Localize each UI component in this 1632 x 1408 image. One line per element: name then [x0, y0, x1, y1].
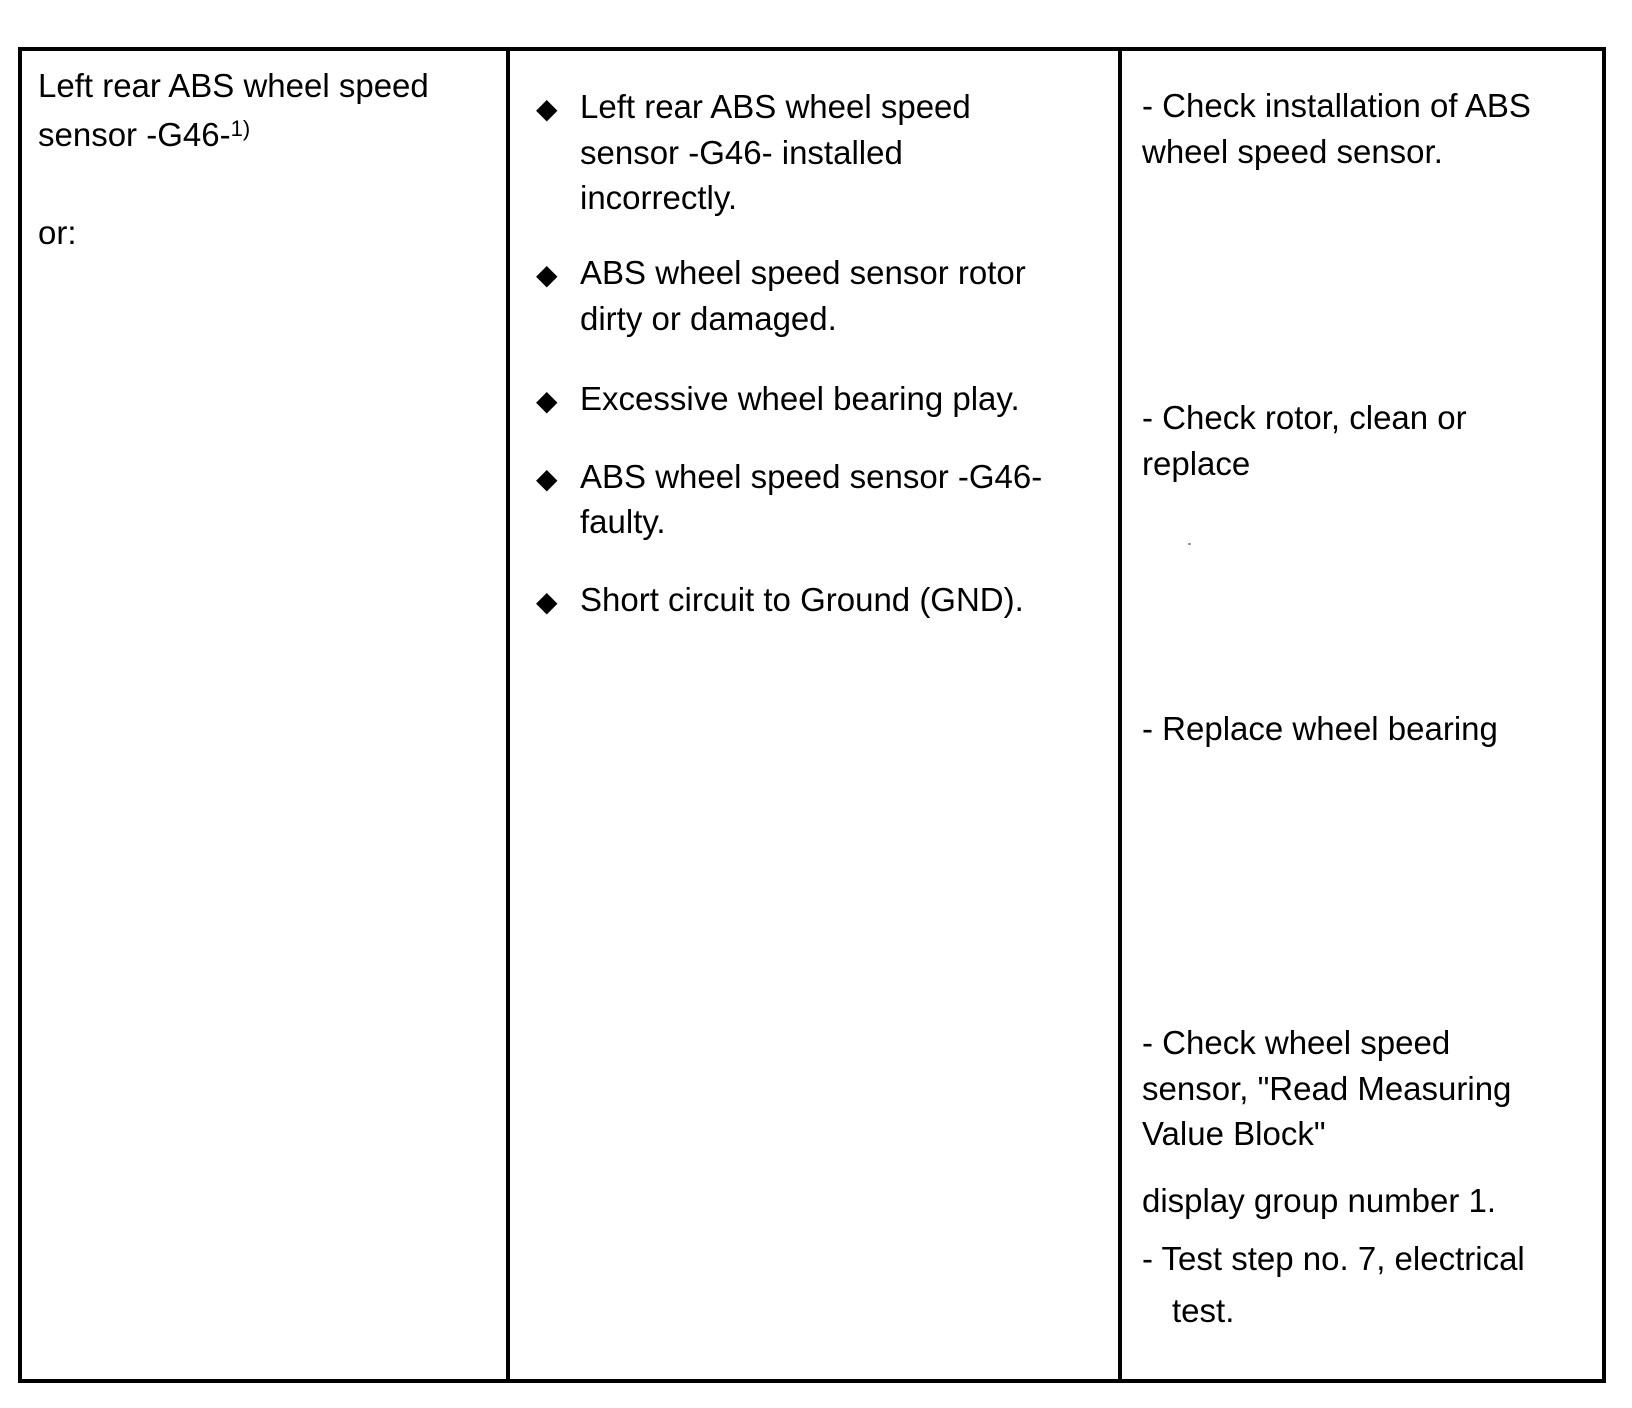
- component-name-line2: [38, 112, 250, 158]
- remedy-1-line2: wheel speed sensor.: [1142, 133, 1443, 170]
- column-divider-1: [506, 51, 510, 1379]
- remedy-5-line2: test.: [1172, 1292, 1235, 1329]
- cause-4-line2: faulty.: [580, 503, 666, 540]
- bullet-diamond-icon: ◆: [536, 93, 558, 124]
- remedy-4-line4: display group number 1.: [1142, 1182, 1497, 1219]
- remedy-3-line1: - Replace wheel bearing: [1142, 710, 1498, 747]
- component-id: sensor -G46-: [38, 116, 231, 153]
- bullet-diamond-icon: ◆: [536, 259, 558, 290]
- cause-1-line2: sensor -G46- installed: [580, 134, 903, 171]
- cause-2-line2: dirty or damaged.: [580, 300, 837, 337]
- component-name-line1: Left rear ABS wheel speed: [38, 67, 429, 104]
- bullet-diamond-icon: ◆: [536, 385, 558, 416]
- cause-1-line3: incorrectly.: [580, 179, 738, 216]
- cause-3-line1: Excessive wheel bearing play.: [580, 380, 1020, 417]
- remedy-2-line1: - Check rotor, clean or: [1142, 399, 1467, 436]
- remedy-5-tail: , electrical: [1376, 1240, 1525, 1277]
- cause-2-line1: ABS wheel speed sensor rotor: [580, 254, 1026, 291]
- remedy-5-step: - Test step no. 7: [1142, 1240, 1377, 1277]
- component-or-label: or:: [38, 214, 77, 251]
- remedy-4-line2: sensor, "Read Measuring: [1142, 1070, 1512, 1107]
- column-divider-2: [1118, 51, 1122, 1379]
- bullet-diamond-icon: ◆: [536, 463, 558, 494]
- remedy-4-line3: Value Block": [1142, 1115, 1326, 1152]
- remedy-5-line1: [1142, 1236, 1525, 1282]
- footnote-marker: 1): [230, 116, 251, 141]
- scan-speck: [1188, 543, 1191, 545]
- cause-5-line1: Short circuit to Ground (GND).: [580, 581, 1024, 618]
- cause-1-line1: Left rear ABS wheel speed: [580, 88, 971, 125]
- remedy-1-line1: - Check installation of ABS: [1142, 87, 1531, 124]
- remedy-4-line1: - Check wheel speed: [1142, 1024, 1451, 1061]
- bullet-diamond-icon: ◆: [536, 586, 558, 617]
- cause-4-line1: ABS wheel speed sensor -G46-: [580, 458, 1043, 495]
- remedy-2-line2: replace: [1142, 445, 1251, 482]
